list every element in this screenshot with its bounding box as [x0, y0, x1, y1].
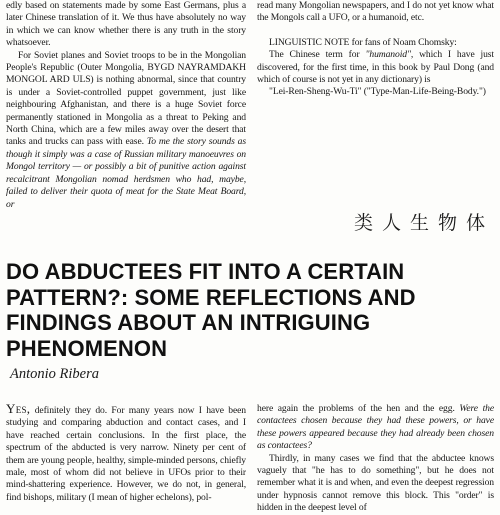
- chinese-characters: 类人生物体: [354, 212, 495, 234]
- paragraph: read many Mongolian newspapers, and I do not yet know what the Mongols call a UFO, or a humanoid, etc.: [257, 0, 494, 24]
- article-author: Antonio Ribera: [10, 366, 100, 382]
- bottom-right-column: [257, 403, 494, 515]
- top-left-column: [6, 0, 246, 211]
- paragraph-text: here again the problems of the hen and the egg.: [257, 403, 455, 414]
- italic-text: "humanoid",: [365, 49, 414, 61]
- paragraph-text: which I have just discovered, for the first time, in this book by Paul Dong (and which of course is not yet in any dictionary) is: [257, 49, 494, 86]
- paragraph: [257, 49, 494, 86]
- paragraph: edly based on statements made by some East Germans, plus a later Chinese translation of it. We thus have absolutely no way in which we can know whether there is any truth in the story whatsoever.: [6, 0, 246, 49]
- paragraph: [257, 403, 494, 453]
- bottom-left-column: [6, 403, 246, 504]
- paragraph: [6, 50, 246, 211]
- paragraph: [6, 403, 246, 504]
- paragraph: "Lei-Ren-Sheng-Wu-Ti" ("Type-Man-Life-Being-Body."): [269, 86, 486, 98]
- article-headline: DO ABDUCTEES FIT INTO A CERTAIN PATTERN?: SOME REFLECTIONS AND FINDINGS ABOUT AN INTRIGUING PHENOMENON: [6, 259, 416, 361]
- paragraph: Thirdly, in many cases we find that the abductee knows vaguely that "he has to do something", but he does not remember what it is and when, and even the deepest regression under hypnosis cannot remove this block. This "order" is hidden in the deepest level of: [257, 452, 494, 514]
- top-right-column: [257, 0, 494, 99]
- paragraph-text: The Chinese term for: [269, 49, 360, 61]
- linguistic-note-heading: LINGUISTIC NOTE for fans of Noam Chomsky:: [269, 36, 457, 48]
- drop-cap-word: Yes,: [6, 401, 31, 416]
- italic-text: Were the contactees chosen because they had these powers, or have these powers appeared because they had already been chosen as contactees?: [257, 403, 494, 452]
- paragraph-text: For Soviet planes and Soviet troops to be in the Mongolian People's Republic (Outer Mongolia, BYGD NAYRAMDAKH MONGOL ARD ULS) is nothing abnormal, since that country is under a Soviet-controlled puppet government, just like neighbouring Afghanistan, and there is a huge Soviet force permanently stationed in Mongolia as a threat to Peking and North China, which are a few miles away over the desert that tanks and trucks can pass with ease.: [6, 49, 246, 148]
- italic-text: To me the story sounds as though it simply was a case of Russian military manoeuvres on Mongol territory — or possibly a bit of punitive action against recalcitrant Mongolian nomad herdsmen who had, maybe, failed to deliver their quota of meat for the State Meat Board, or: [6, 136, 246, 210]
- paragraph-text: definitely they do. For many years now I have been studying and comparing abduction and contact cases, and I have reached certain conclusions. In the first place, the spectrum of the abducted is very narrow. Ninety per cent of them are young people, healthy, simple-minded persons, chiefly male, most of whom did not believe in UFOs prior to their mind-shattering experience. However, we do not, in general, find bishops, military (I mean of higher echelons), pol-: [6, 405, 246, 503]
